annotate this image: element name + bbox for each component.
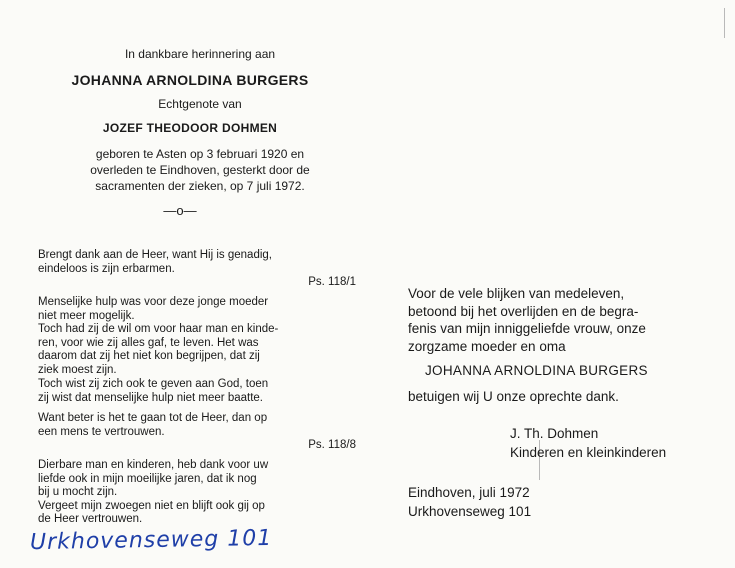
separator: —o— (163, 203, 197, 218)
verse-1-line: Brengt dank aan de Heer, want Hij is genadig, (38, 249, 272, 261)
life-line-3: sacramenten der zieken, op 7 juli 1972. (95, 179, 305, 193)
verse-1-line: eindeloos is zijn erbarmen. (38, 262, 175, 275)
deceased-name-right: JOHANNA ARNOLDINA BURGERS (425, 363, 648, 378)
scan-mark (724, 8, 725, 38)
verse-5-line: liefde ook in mijn moeilijke jaren, dat ik nog (38, 472, 257, 485)
gratitude-line: betoond bij het overlijden en de begra- (408, 303, 639, 319)
verse-4-line: een mens te vertrouwen. (38, 425, 165, 438)
spouse-name: JOZEF THEODOOR DOHMEN (102, 121, 278, 135)
signatory-name: J. Th. Dohmen (510, 426, 599, 441)
verse-1-reference: Ps. 118/1 (308, 276, 356, 288)
verse-4-reference: Ps. 118/8 (308, 439, 356, 451)
verse-3 (38, 378, 356, 405)
verse-2-line: niet meer mogelijk. (38, 309, 135, 322)
verse-1 (38, 249, 356, 290)
verse-5 (38, 459, 356, 527)
life-line-2: overleden te Eindhoven, gesterkt door de (90, 163, 310, 177)
gratitude-line: zorgzame moeder en oma (408, 338, 566, 354)
verse-5-line: Vergeet mijn zwoegen niet en blijft ook gij op (38, 499, 265, 512)
place-date: Eindhoven, juli 1972 (408, 485, 530, 500)
verse-5-line: bij u mocht zijn. (38, 486, 118, 498)
verse-2-line: ziek moest zijn. (38, 363, 117, 376)
deceased-name: JOHANNA ARNOLDINA BURGERS (71, 72, 309, 88)
gratitude-line: Voor de vele blijken van medeleven, (408, 286, 625, 301)
verse-5-line: de Heer vertrouwen. (38, 513, 143, 525)
verse-2-line: daarom dat zij het niet kon begrijpen, dat zij (38, 350, 260, 362)
life-details (70, 146, 330, 194)
thanks-line: betuigen wij U onze oprechte dank. (408, 389, 619, 404)
address: Urkhovenseweg 101 (408, 504, 532, 519)
gratitude-text (408, 285, 690, 355)
verse-4-line: Want beter is het te gaan tot de Heer, dan op (38, 412, 268, 424)
signatory-family: Kinderen en kleinkinderen (510, 445, 667, 460)
verse-2-line: Toch had zij de wil om voor haar man en kinde- (38, 323, 279, 335)
intro-line: In dankbare herinnering aan (124, 47, 276, 61)
verse-4 (38, 412, 356, 453)
verse-3-line: Toch wist zij zich ook te geven aan God, toen (38, 378, 269, 390)
life-line-1: geboren te Asten op 3 februari 1920 en (95, 147, 305, 161)
gratitude-line: fenis van mijn inniggeliefde vrouw, onze (408, 321, 646, 336)
verse-3-line: zij wist dat menselijke hulp niet meer baatte. (38, 391, 263, 404)
handwritten-address: Urkhovenseweg 101 (29, 525, 273, 556)
verse-2 (38, 296, 356, 377)
verse-5-line: Dierbare man en kinderen, heb dank voor uw (38, 459, 269, 471)
verse-2-line: Menselijke hulp was voor deze jonge moeder (38, 296, 269, 308)
spouse-label: Echtgenote van (158, 97, 242, 111)
verse-2-line: ren, voor wie zij alles gaf, te leven. Het was (38, 336, 259, 349)
